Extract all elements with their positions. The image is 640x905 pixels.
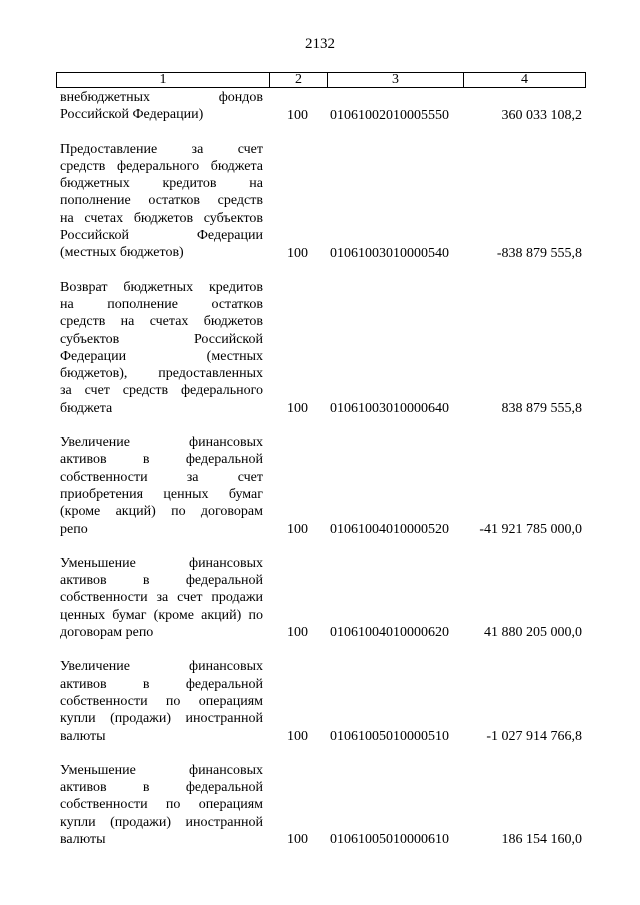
header-col-3: 3 bbox=[328, 73, 464, 87]
table-row bbox=[60, 279, 586, 417]
row-budget-code: 01061005010000510 bbox=[330, 728, 449, 744]
row-spacer bbox=[60, 262, 586, 279]
row-code: 100 bbox=[287, 245, 308, 261]
description-line: бюджетных кредитов на bbox=[60, 176, 263, 192]
header-col-2: 2 bbox=[270, 73, 328, 87]
description-line: Предоставление за счет bbox=[60, 141, 263, 157]
description-line: на счетах бюджетов субъектов bbox=[60, 210, 263, 226]
description-line: валюты bbox=[60, 831, 106, 847]
description-line: Уменьшение финансовых bbox=[60, 555, 263, 571]
row-code: 100 bbox=[287, 832, 308, 848]
table-row bbox=[60, 658, 586, 744]
row-spacer bbox=[60, 417, 586, 434]
row-description bbox=[60, 555, 263, 641]
row-code: 100 bbox=[287, 107, 308, 123]
description-line: за счет средств федерального bbox=[60, 383, 263, 399]
row-code: 100 bbox=[287, 625, 308, 641]
table-body bbox=[60, 89, 586, 848]
row-description bbox=[60, 279, 263, 417]
row-budget-code: 01061002010005550 bbox=[330, 107, 449, 123]
row-amount: -838 879 555,8 bbox=[496, 245, 582, 261]
description-line: Увеличение финансовых bbox=[60, 659, 263, 675]
table-row bbox=[60, 141, 586, 262]
row-spacer bbox=[60, 124, 586, 141]
description-line: Увеличение финансовых bbox=[60, 435, 263, 451]
description-line: валюты bbox=[60, 728, 106, 744]
header-col-1: 1 bbox=[57, 73, 270, 87]
row-amount: -1 027 914 766,8 bbox=[486, 728, 582, 744]
description-line: активов в федеральной bbox=[60, 780, 263, 796]
description-line: средств на счетах бюджетов bbox=[60, 314, 263, 330]
description-line: собственности по операциям bbox=[60, 693, 263, 709]
row-budget-code: 01061004010000620 bbox=[330, 625, 449, 641]
row-amount: 186 154 160,0 bbox=[501, 832, 582, 848]
table-row bbox=[60, 89, 586, 124]
table-row bbox=[60, 762, 586, 848]
row-budget-code: 01061003010000540 bbox=[330, 245, 449, 261]
row-budget-code: 01061003010000640 bbox=[330, 401, 449, 417]
table-header bbox=[56, 72, 586, 88]
row-code: 100 bbox=[287, 728, 308, 744]
row-budget-code: 01061004010000520 bbox=[330, 521, 449, 537]
description-line: Российской Федерации) bbox=[60, 107, 204, 123]
description-line: активов в федеральной bbox=[60, 452, 263, 468]
description-line: на пополнение остатков bbox=[60, 296, 263, 312]
description-line: Федерации (местных bbox=[60, 348, 263, 364]
description-line: собственности за счет продажи bbox=[60, 590, 263, 606]
description-line: (кроме акций) по договорам bbox=[60, 504, 263, 520]
row-description bbox=[60, 658, 263, 744]
description-line: купли (продажи) иностранной bbox=[60, 814, 263, 830]
description-line: активов в федеральной bbox=[60, 573, 263, 589]
row-spacer bbox=[60, 745, 586, 762]
row-amount: 41 880 205 000,0 bbox=[484, 625, 582, 641]
table-row bbox=[60, 555, 586, 641]
description-line: ценных бумаг (кроме акций) по bbox=[60, 607, 263, 623]
description-line: договорам репо bbox=[60, 625, 154, 641]
description-line: собственности за счет bbox=[60, 469, 263, 485]
table-row bbox=[60, 434, 586, 538]
description-line: приобретения ценных бумаг bbox=[60, 486, 263, 502]
page-number: 2132 bbox=[305, 36, 335, 52]
description-line: Возврат бюджетных кредитов bbox=[60, 279, 263, 295]
row-amount: 360 033 108,2 bbox=[501, 107, 582, 123]
description-line: субъектов Российской bbox=[60, 331, 263, 347]
row-code: 100 bbox=[287, 521, 308, 537]
description-line: (местных бюджетов) bbox=[60, 245, 184, 261]
description-line: собственности по операциям bbox=[60, 797, 263, 813]
row-description bbox=[60, 762, 263, 848]
row-spacer bbox=[60, 641, 586, 658]
description-line: репо bbox=[60, 521, 88, 537]
description-line: купли (продажи) иностранной bbox=[60, 711, 263, 727]
row-code: 100 bbox=[287, 401, 308, 417]
description-line: бюджетов), предоставленных bbox=[60, 366, 263, 382]
description-line: внебюджетных фондов bbox=[60, 90, 263, 105]
description-line: Уменьшение финансовых bbox=[60, 762, 263, 778]
row-amount: 838 879 555,8 bbox=[501, 401, 582, 417]
row-spacer bbox=[60, 538, 586, 555]
row-description bbox=[60, 141, 263, 262]
header-col-4: 4 bbox=[521, 72, 528, 87]
row-description bbox=[60, 434, 263, 538]
description-line: пополнение остатков средств bbox=[60, 193, 263, 209]
row-amount: -41 921 785 000,0 bbox=[479, 521, 582, 537]
row-budget-code: 01061005010000610 bbox=[330, 832, 449, 848]
description-line: бюджета bbox=[60, 400, 113, 416]
description-line: активов в федеральной bbox=[60, 676, 263, 692]
row-description bbox=[60, 89, 263, 124]
description-line: Российской Федерации bbox=[60, 228, 263, 244]
description-line: средств федерального бюджета bbox=[60, 158, 263, 174]
